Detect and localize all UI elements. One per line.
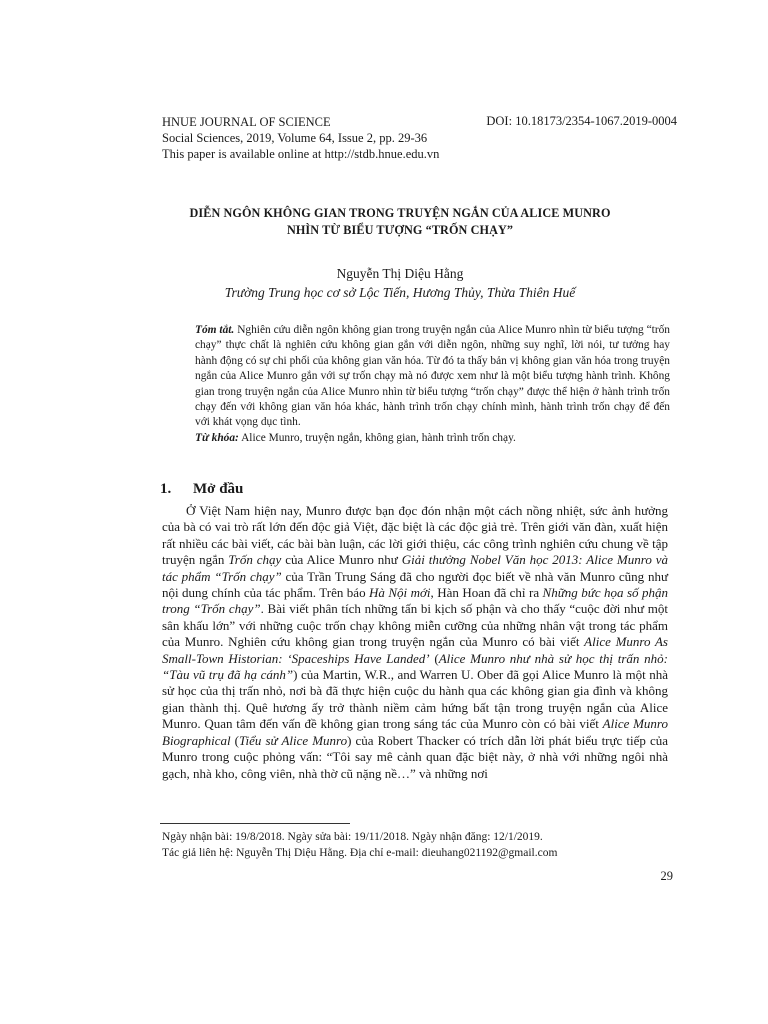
journal-header <box>162 114 439 162</box>
footnote-contact: Tác giả liên hệ: Nguyễn Thị Diệu Hằng. Địa chỉ e-mail: dieuhang021192@gmail.com <box>162 847 558 859</box>
title-line-2: NHÌN TỪ BIỂU TƯỢNG “TRỐN CHẠY” <box>286 223 514 237</box>
footnote-rule <box>160 823 350 824</box>
body-run: ) của Martin, W.R., and Warren U. Ober đã gọi Alice Munro là một nhà sử học của thị trấn nhỏ, nơi bà đã thực hiện cuộc du hành qua các không gian gia đình và không gian thành thị. Quê hương ấy trở thành niềm cảm hứng bất tận trong truyện ngắn của Alice Munro. Quan tâm đến vấn đề không gian trong sáng tác của Munro còn có bài viết <box>162 667 668 732</box>
body-italic-run: Những bức họa số phận trong “Trốn chạy” <box>162 585 668 617</box>
body-italic-run: Giải thưởng Nobel Văn học 2013: Alice Munro và tác phẩm “Trốn chạy” <box>162 552 668 584</box>
body-run: Ở Việt Nam hiện nay, Munro được bạn đọc đón nhận một cách nồng nhiệt, sức ảnh hưởng của bà có vai trò rất lớn đến độc giả Việt, đặc biệt là các độc giả trẻ. Trên giới văn đàn, xuất hiện rất nhiều các bài viết, các bài bàn luận, các lời giới thiệu, các công trình nghiên cứu chung về tập truyện ngắn <box>162 503 668 568</box>
author-name: Nguyễn Thị Diệu Hằng <box>336 266 464 281</box>
body-run: . Bài viết phân tích những tấn bi kịch số phận và cho thấy “cuộc đời như một sân khấu lớn” với những cuộc trốn chạy không miễn cưỡng của những nhân vật trong tác phẩm của Munro. Nghiên cứu không gian trong truyện ngắn của Munro có bài viết <box>162 601 668 650</box>
keywords-label: Từ khóa: <box>195 431 239 444</box>
body-run: ( <box>429 650 439 666</box>
section-heading <box>160 481 243 498</box>
title-line-1: DIỄN NGÔN KHÔNG GIAN TRONG TRUYỆN NGẮN CỦA ALICE MUNRO <box>189 206 611 220</box>
footnote-dates: Ngày nhận bài: 19/8/2018. Ngày sửa bài: 19/11/2018. Ngày nhận đăng: 12/1/2019. <box>162 831 543 843</box>
body-italic-run: Alice Munro Biographical <box>162 716 668 748</box>
abstract-label: Tóm tắt. <box>195 324 235 336</box>
body-run: ) của Robert Thacker có trích dẫn lời phát biểu trực tiếp của Munro trong cuộc phỏng vấn: “Tôi say mê cảnh quan đặc biệt này, ở nhà với những ngôi nhà gạch, nhà kho, công viên, nhà thờ cũ nặng nề…” và những nơi <box>162 732 668 781</box>
body-italic-run: Hà Nội mới <box>369 585 431 601</box>
body-italic-run: Alice Munro As Small-Town Historian: ‘Spaceships Have Landed’ <box>162 634 668 666</box>
abstract-block <box>195 323 670 446</box>
journal-name: HNUE JOURNAL OF SCIENCE <box>162 115 331 129</box>
abstract-paragraph <box>195 323 670 431</box>
page-number: 29 <box>660 869 673 883</box>
keywords-paragraph <box>195 431 670 446</box>
body-run: của Trần Trung Sáng đã cho người đọc biết về nhà văn Munro cũng như nội dung chính của tác phẩm. Trên báo <box>162 568 668 601</box>
body-italic-run: Trốn chạy <box>228 552 282 568</box>
body-text <box>162 503 668 782</box>
body-italic-run: Tiểu sử Alice Munro <box>239 732 348 748</box>
section-title: Mở đầu <box>193 481 244 497</box>
body-run: ( <box>230 732 240 748</box>
section-number: 1. <box>160 481 172 497</box>
keywords-text: Alice Munro, truyện ngắn, không gian, hành trình trốn chạy. <box>238 431 516 444</box>
abstract-text: Nghiên cứu diễn ngôn không gian trong truyện ngắn của Alice Munro nhìn từ biểu tượng “trốn chạy” thực chất là nghiên cứu không gian gắn với diễn ngôn, những suy nghĩ, lời nói, tư tưởng hay hành động có sự chi phối của không gian văn hóa. Từ đó ta thấy bản vị không gian văn hóa trong truyện ngắn của Alice Munro gắn với sự trốn chạy mà nó được xem như là một biểu tượng hành trình. Không gian trong truyện ngắn của Alice Munro nhìn từ biểu tượng “trốn chạy” được thể hiện ở hành trình trốn chạy đến với không gian văn hóa khác, hành trình trốn chạy chính mình, hành trình trốn chạy để đến với khát vọng dục tình. <box>195 324 671 429</box>
paper-title <box>130 205 670 239</box>
journal-online: This paper is available online at http://stdb.hnue.edu.vn <box>162 147 440 161</box>
body-paragraph <box>162 503 668 782</box>
body-run: , Hàn Hoan đã chỉ ra <box>430 585 543 601</box>
author-affiliation: Trường Trung học cơ sở Lộc Tiến, Hương Thủy, Thừa Thiên Huế <box>224 285 576 300</box>
body-italic-run: Alice Munro như nhà sử học thị trấn nhỏ: “Tàu vũ trụ đã hạ cánh” <box>162 650 668 683</box>
body-run: của Alice Munro như <box>281 552 402 568</box>
doi: DOI: 10.18173/2354-1067.2019-0004 <box>486 114 677 128</box>
journal-issue: Social Sciences, 2019, Volume 64, Issue 2, pp. 29-36 <box>162 131 428 145</box>
